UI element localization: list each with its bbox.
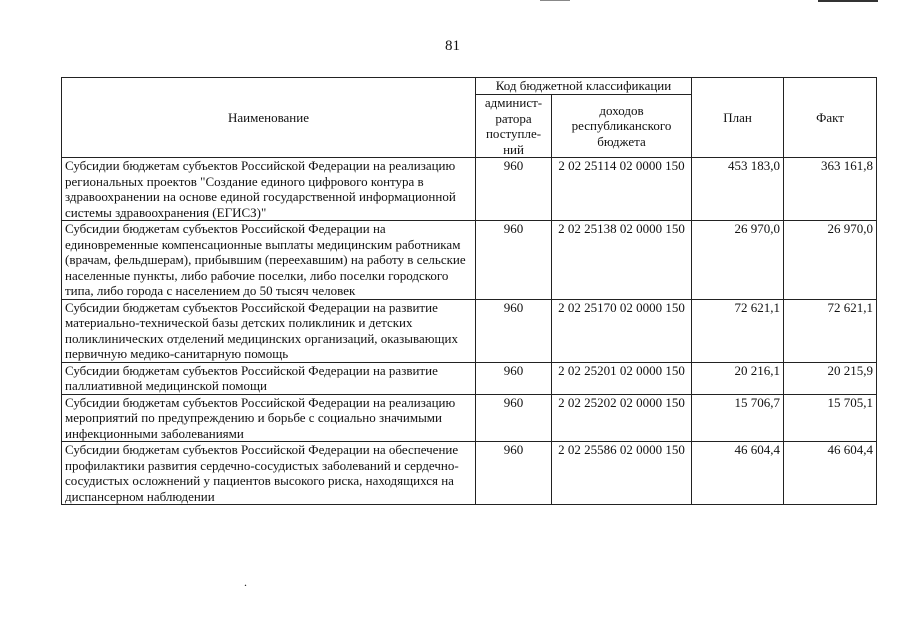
row-admin-code: 960 xyxy=(476,158,552,221)
row-name: Субсидии бюджетам субъектов Российской Федерации на обеспечение профилактики развития сердечно-сосудистых заболеваний и сердечно-сосудистых осложнений у пациентов высокого риска, находящихся на диспансерном наблюдении xyxy=(62,442,476,505)
header-admin: админист- ратора поступле- ний xyxy=(476,95,552,158)
row-name: Субсидии бюджетам субъектов Российской Федерации на реализацию мероприятий по предупреждению и борьбе с социально значимыми инфекционными заболеваниями xyxy=(62,394,476,442)
row-fact: 363 161,8 xyxy=(784,158,877,221)
row-plan: 15 706,7 xyxy=(692,394,784,442)
row-plan: 72 621,1 xyxy=(692,299,784,362)
row-fact: 72 621,1 xyxy=(784,299,877,362)
row-name: Субсидии бюджетам субъектов Российской Федерации на развитие паллиативной медицинской помощи xyxy=(62,362,476,394)
table-row xyxy=(62,158,877,221)
row-name: Субсидии бюджетам субъектов Российской Федерации на реализацию региональных проектов "Создание единого цифрового контура в здравоохранении на основе единой государственной информационной системы здравоохранения (ЕГИСЗ)" xyxy=(62,158,476,221)
row-admin-code: 960 xyxy=(476,362,552,394)
row-fact: 46 604,4 xyxy=(784,442,877,505)
row-income-code: 2 02 25138 02 0000 150 xyxy=(552,221,692,300)
row-income-code: 2 02 25201 02 0000 150 xyxy=(552,362,692,394)
row-admin-code: 960 xyxy=(476,299,552,362)
top-edge-mark xyxy=(818,0,878,2)
table-row xyxy=(62,362,877,394)
row-fact: 15 705,1 xyxy=(784,394,877,442)
table-header xyxy=(62,78,877,158)
row-admin-code: 960 xyxy=(476,221,552,300)
table-body xyxy=(62,158,877,505)
page-number: 81 xyxy=(445,38,460,54)
row-income-code: 2 02 25202 02 0000 150 xyxy=(552,394,692,442)
header-name: Наименование xyxy=(62,78,476,158)
row-fact: 26 970,0 xyxy=(784,221,877,300)
row-income-code: 2 02 25170 02 0000 150 xyxy=(552,299,692,362)
table-row xyxy=(62,299,877,362)
row-plan: 46 604,4 xyxy=(692,442,784,505)
table-row xyxy=(62,394,877,442)
row-admin-code: 960 xyxy=(476,394,552,442)
row-income-code: 2 02 25114 02 0000 150 xyxy=(552,158,692,221)
row-name: Субсидии бюджетам субъектов Российской Федерации на единовременные компенсационные выплаты медицинским работникам (врачам, фельдшерам), прибывшим (переехавшим) на работу в сельские населенные пункты, либо рабочие поселки, либо поселки городского типа, либо города с населением до 50 тысяч человек xyxy=(62,221,476,300)
row-admin-code: 960 xyxy=(476,442,552,505)
budget-table-container xyxy=(61,77,877,505)
scan-speck: . xyxy=(244,575,247,589)
row-fact: 20 215,9 xyxy=(784,362,877,394)
row-plan: 26 970,0 xyxy=(692,221,784,300)
table-row xyxy=(62,221,877,300)
table-row xyxy=(62,442,877,505)
header-code-group: Код бюджетной классификации xyxy=(476,78,692,95)
row-plan: 20 216,1 xyxy=(692,362,784,394)
row-plan: 453 183,0 xyxy=(692,158,784,221)
header-fact: Факт xyxy=(784,78,877,158)
row-income-code: 2 02 25586 02 0000 150 xyxy=(552,442,692,505)
row-name: Субсидии бюджетам субъектов Российской Федерации на развитие материально-технической базы детских поликлиник и детских поликлинических отделений медицинских организаций, оказывающих первичную медико-санитарную помощь xyxy=(62,299,476,362)
budget-table xyxy=(61,77,877,505)
top-edge-mark-faint xyxy=(540,0,570,1)
header-plan: План xyxy=(692,78,784,158)
header-income: доходов республиканского бюджета xyxy=(552,95,692,158)
